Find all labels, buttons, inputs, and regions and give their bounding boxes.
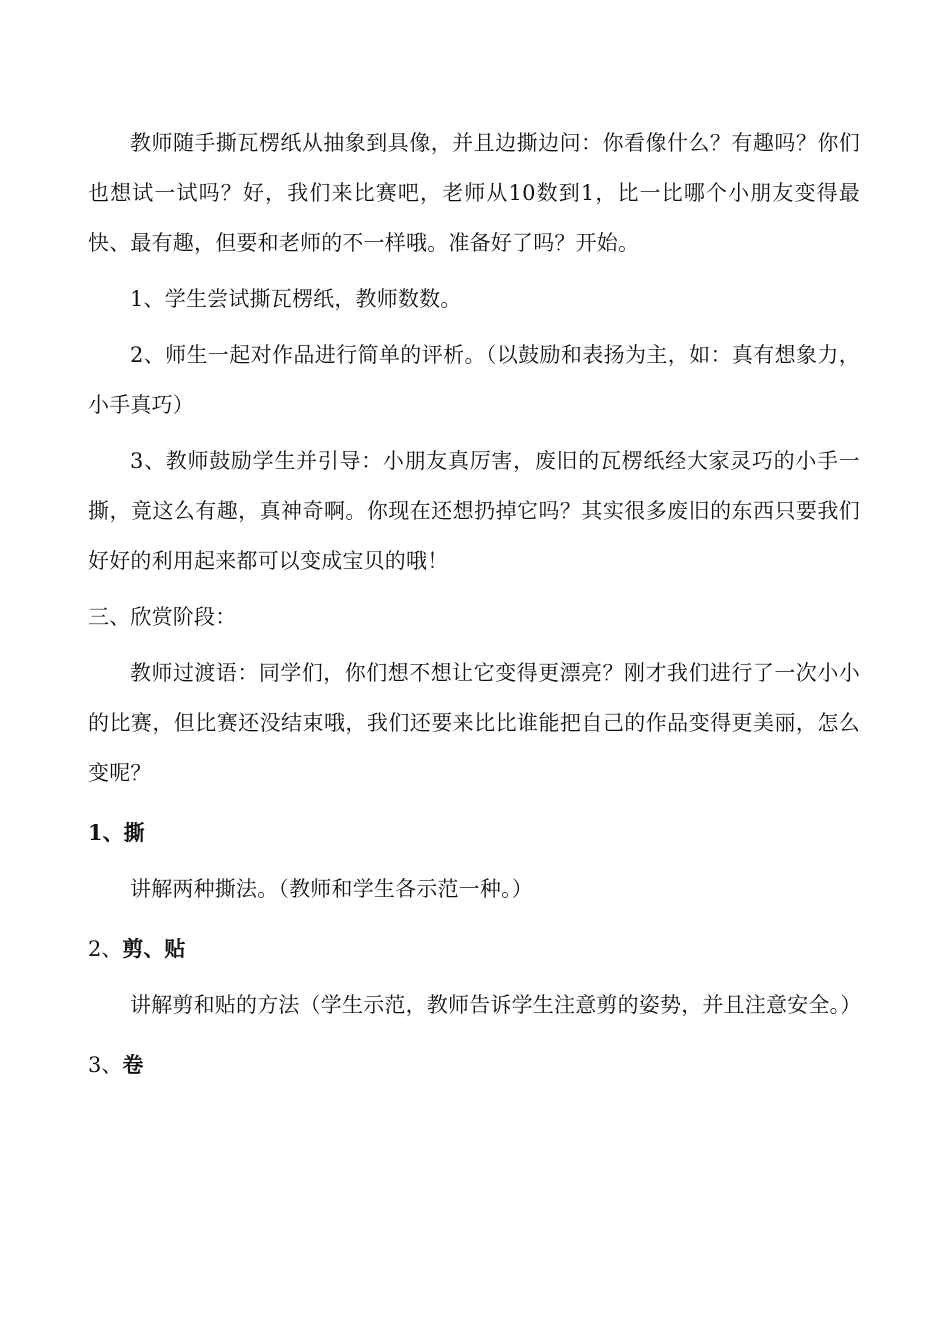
document-body [88, 118, 860, 1090]
item-title: 撕 [123, 820, 145, 845]
paragraph-tear-method: 讲解两种撕法。（教师和学生各示范一种。） [130, 877, 533, 901]
item-number: 2、 [88, 937, 123, 961]
item-heading-tear [88, 808, 860, 858]
section-heading-appreciation: 三、欣赏阶段： [88, 605, 237, 629]
paragraph-transition: 教师过渡语：同学们，你们想不想让它变得更漂亮？刚才我们进行了一次小小的比赛，但比赛还没结束哦，我们还要来比比谁能把自己的作品变得更美丽，怎么变呢？ [88, 661, 860, 785]
paragraph-intro: 教师随手撕瓦楞纸从抽象到具像，并且边撕边问：你看像什么？有趣吗？你们也想试一试吗？好，我们来比赛吧，老师从10数到1，比一比哪个小朋友变得最快、最有趣，但要和老师的不一样哦。准备好了吗？开始。 [88, 131, 860, 255]
item-number: 3、 [88, 1053, 123, 1077]
paragraph-step-1: 1、学生尝试撕瓦楞纸，教师数数。 [130, 287, 462, 311]
paragraph-step-2: 2、师生一起对作品进行简单的评析。（以鼓励和表扬为主，如：真有想象力，小手真巧） [88, 343, 860, 417]
paragraph-step-3: 3、教师鼓励学生并引导：小朋友真厉害，废旧的瓦楞纸经大家灵巧的小手一撕，竟这么有趣，真神奇啊。你现在还想扔掉它吗？其实很多废旧的东西只要我们好好的利用起来都可以变成宝贝的哦！ [88, 449, 860, 573]
paragraph-cut-paste-method: 讲解剪和贴的方法（学生示范，教师告诉学生注意剪的姿势，并且注意安全。） [130, 993, 862, 1017]
item-heading-cut-paste [88, 924, 860, 974]
item-number: 1、 [88, 820, 124, 845]
item-title: 卷 [122, 1052, 144, 1077]
item-title: 剪、贴 [122, 936, 186, 961]
item-heading-roll [88, 1040, 860, 1090]
